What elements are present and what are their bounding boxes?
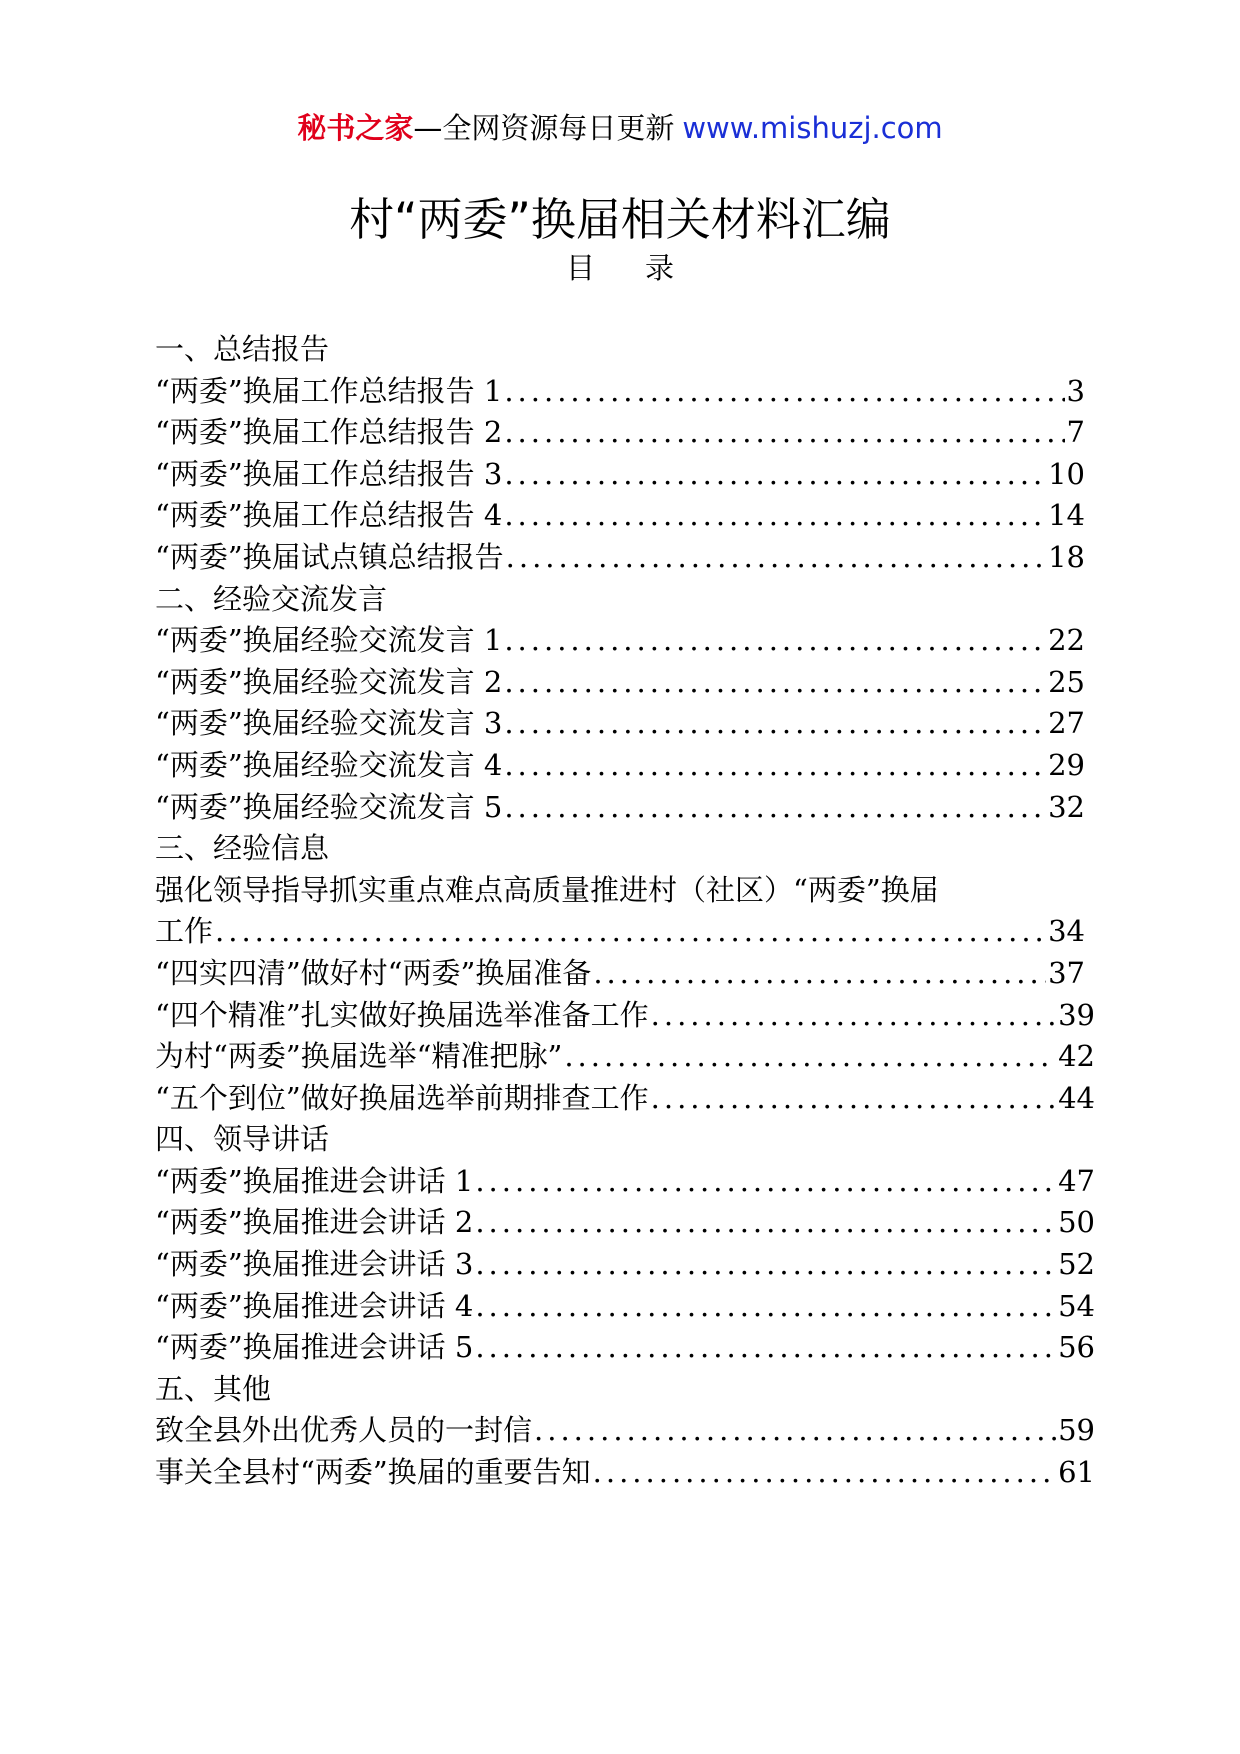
toc-entry[interactable] bbox=[155, 495, 1085, 537]
dot-leader bbox=[593, 1452, 1056, 1494]
toc-entry-page: 29 bbox=[1048, 747, 1085, 782]
toc-entry-page: 34 bbox=[1048, 914, 1085, 949]
dot-leader bbox=[504, 787, 1046, 829]
toc-entry-label: 为村“两委”换届选举“精准把脉” bbox=[155, 1039, 563, 1074]
header-dash: — bbox=[413, 111, 443, 145]
dot-leader bbox=[475, 1286, 1056, 1328]
toc-entry-label: “两委”换届工作总结报告 3 bbox=[155, 456, 503, 491]
toc-entry-label: 致全县外出优秀人员的一封信 bbox=[155, 1413, 533, 1448]
toc-entry-label: 事关全县村“两委”换届的重要告知 bbox=[155, 1455, 591, 1490]
toc-entry-page: 27 bbox=[1048, 706, 1085, 741]
dot-leader bbox=[504, 703, 1046, 745]
toc-entry[interactable] bbox=[155, 1410, 1095, 1452]
toc-entry-page: 32 bbox=[1048, 789, 1085, 824]
toc-entry-page: 37 bbox=[1048, 955, 1085, 990]
section-heading: 三、经验信息 bbox=[155, 831, 330, 866]
toc-entry-page: 61 bbox=[1058, 1455, 1095, 1490]
toc-entry[interactable] bbox=[155, 1036, 1095, 1078]
dot-leader bbox=[475, 1327, 1056, 1369]
toc-entry-page: 22 bbox=[1048, 623, 1085, 658]
toc-entry[interactable] bbox=[155, 620, 1085, 662]
section-heading: 一、总结报告 bbox=[155, 332, 330, 366]
site-url-link[interactable]: www.mishuzj.com bbox=[682, 111, 943, 145]
toc-entry-page: 42 bbox=[1058, 1039, 1095, 1074]
dot-leader bbox=[564, 1036, 1056, 1078]
toc-entry-label: “两委”换届试点镇总结报告 bbox=[155, 539, 504, 574]
toc-entry[interactable] bbox=[155, 537, 1085, 579]
toc-entry[interactable] bbox=[155, 911, 1085, 953]
toc-entry-page: 14 bbox=[1048, 498, 1085, 533]
toc-heading: 目录 bbox=[565, 251, 724, 285]
document-title: 村“两委”换届相关材料汇编 bbox=[349, 193, 891, 246]
toc-entry-page: 39 bbox=[1058, 997, 1095, 1032]
section-heading: 二、经验交流发言 bbox=[155, 581, 388, 616]
toc-entry-label: “两委”换届工作总结报告 1 bbox=[155, 373, 503, 408]
table-of-contents bbox=[155, 329, 1115, 1494]
dot-leader bbox=[504, 745, 1046, 787]
toc-entry[interactable] bbox=[155, 371, 1085, 413]
dot-leader bbox=[475, 1161, 1056, 1203]
toc-entry-page: 7 bbox=[1066, 415, 1085, 450]
dot-leader bbox=[651, 1078, 1056, 1120]
toc-entry-page: 52 bbox=[1058, 1247, 1095, 1282]
dot-leader bbox=[215, 911, 1046, 953]
dot-leader bbox=[651, 995, 1056, 1037]
dot-leader bbox=[504, 662, 1046, 704]
toc-entry-page: 18 bbox=[1048, 539, 1085, 574]
toc-entry-page: 44 bbox=[1058, 1080, 1095, 1115]
toc-entry[interactable] bbox=[155, 412, 1085, 454]
toc-entry[interactable] bbox=[155, 953, 1085, 995]
dot-leader bbox=[504, 620, 1046, 662]
toc-entry[interactable] bbox=[155, 1078, 1095, 1120]
toc-entry-page: 10 bbox=[1048, 456, 1085, 491]
toc-entry[interactable] bbox=[155, 1286, 1095, 1328]
toc-entry[interactable] bbox=[155, 703, 1085, 745]
dot-leader bbox=[475, 1244, 1056, 1286]
toc-entry-label: “两委”换届推进会讲话 3 bbox=[155, 1247, 474, 1282]
dot-leader bbox=[504, 495, 1046, 537]
toc-entry-page: 50 bbox=[1058, 1205, 1095, 1240]
toc-entry-page: 54 bbox=[1058, 1288, 1095, 1323]
toc-entry-label: “两委”换届推进会讲话 1 bbox=[155, 1163, 474, 1198]
toc-entry-label: “两委”换届经验交流发言 3 bbox=[155, 706, 503, 741]
dot-leader bbox=[504, 454, 1046, 496]
toc-entry[interactable] bbox=[155, 1452, 1095, 1494]
toc-entry-label: “两委”换届工作总结报告 4 bbox=[155, 498, 503, 533]
brand-name: 秘书之家 bbox=[297, 111, 414, 145]
dot-leader bbox=[504, 371, 1064, 413]
toc-entry-label: “两委”换届经验交流发言 5 bbox=[155, 789, 503, 824]
toc-entry[interactable] bbox=[155, 1327, 1095, 1369]
toc-entry-label: “五个到位”做好换届选举前期排查工作 bbox=[155, 1080, 649, 1115]
toc-entry-label: “两委”换届经验交流发言 2 bbox=[155, 664, 503, 699]
dot-leader bbox=[506, 537, 1046, 579]
toc-entry-label: “两委”换届工作总结报告 2 bbox=[155, 415, 503, 450]
toc-entry-label-line1[interactable]: 强化领导指导抓实重点难点高质量推进村（社区）“两委”换届 bbox=[155, 872, 939, 907]
toc-entry[interactable] bbox=[155, 662, 1085, 704]
site-header bbox=[0, 108, 1240, 148]
toc-entry-label: “两委”换届推进会讲话 2 bbox=[155, 1205, 474, 1240]
toc-entry-label: “两委”换届经验交流发言 4 bbox=[155, 747, 503, 782]
dot-leader bbox=[534, 1410, 1056, 1452]
dot-leader bbox=[593, 953, 1046, 995]
section-heading: 五、其他 bbox=[155, 1371, 272, 1406]
dot-leader bbox=[475, 1202, 1056, 1244]
section-heading: 四、领导讲话 bbox=[155, 1122, 330, 1157]
toc-entry-page: 25 bbox=[1048, 664, 1085, 699]
toc-entry[interactable] bbox=[155, 787, 1085, 829]
toc-entry-label: “两委”换届推进会讲话 5 bbox=[155, 1330, 474, 1365]
toc-entry-label: “两委”换届经验交流发言 1 bbox=[155, 623, 503, 658]
toc-entry-label: “两委”换届推进会讲话 4 bbox=[155, 1288, 474, 1323]
toc-entry-page: 3 bbox=[1066, 373, 1085, 408]
toc-entry[interactable] bbox=[155, 745, 1085, 787]
toc-entry-page: 47 bbox=[1058, 1163, 1095, 1198]
toc-entry-label: 工作 bbox=[155, 914, 214, 949]
header-tagline: 全网资源每日更新 bbox=[442, 111, 675, 145]
toc-entry[interactable] bbox=[155, 1202, 1095, 1244]
toc-entry[interactable] bbox=[155, 454, 1085, 496]
toc-entry[interactable] bbox=[155, 1244, 1095, 1286]
toc-entry-page: 59 bbox=[1058, 1413, 1095, 1448]
toc-entry-label: “四个精准”扎实做好换届选举准备工作 bbox=[155, 997, 649, 1032]
toc-entry[interactable] bbox=[155, 1161, 1095, 1203]
toc-entry-label: “四实四清”做好村“两委”换届准备 bbox=[155, 955, 592, 990]
dot-leader bbox=[504, 412, 1064, 454]
toc-entry-page: 56 bbox=[1058, 1330, 1095, 1365]
toc-entry[interactable] bbox=[155, 995, 1095, 1037]
